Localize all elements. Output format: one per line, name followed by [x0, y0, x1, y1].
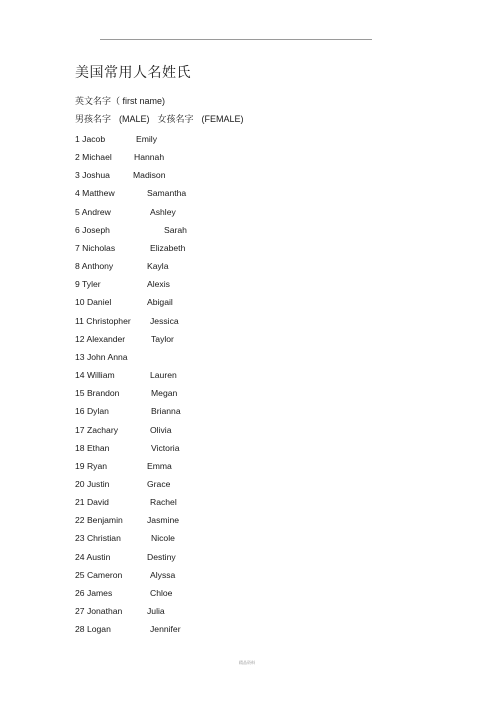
- male-name: 13 John Anna: [75, 351, 128, 362]
- list-item: [75, 224, 275, 242]
- female-name: Madison: [133, 170, 166, 181]
- female-label-en: (FEMALE): [201, 114, 244, 124]
- female-name: Jennifer: [150, 624, 181, 635]
- female-name: Victoria: [151, 442, 180, 453]
- list-item: [75, 133, 275, 151]
- male-name: 6 Joseph: [75, 224, 110, 235]
- female-name: Lauren: [150, 370, 177, 381]
- male-name: 7 Nicholas: [75, 242, 116, 253]
- female-name: Rachel: [150, 497, 177, 508]
- female-name: Sarah: [164, 224, 187, 235]
- male-name: 25 Cameron: [75, 569, 123, 580]
- female-name: Alyssa: [150, 569, 176, 580]
- footer-note: 精品资料: [239, 660, 255, 665]
- female-name: Jessica: [150, 315, 179, 326]
- male-name: 22 Benjamin: [75, 515, 123, 526]
- male-name: 4 Matthew: [75, 188, 115, 199]
- page-title: 美国常用人名姓氏: [75, 65, 191, 81]
- male-name: 17 Zachary: [75, 424, 118, 435]
- list-item: [75, 623, 275, 641]
- list-item: [75, 605, 275, 623]
- female-name: Emma: [147, 460, 172, 471]
- female-name: Nicole: [151, 533, 175, 544]
- male-name: 16 Dylan: [75, 406, 109, 417]
- female-name: Emily: [136, 134, 158, 144]
- first-name-label-cn: 英文名字: [75, 97, 112, 107]
- female-name: Abigail: [147, 297, 173, 308]
- female-name: Megan: [151, 388, 178, 399]
- female-name: Olivia: [150, 424, 172, 435]
- female-label-cn: 女孩名字: [157, 115, 194, 125]
- male-name: 18 Ethan: [75, 442, 110, 453]
- first-name-heading: [75, 95, 165, 108]
- male-name: 9 Tyler: [75, 279, 101, 290]
- list-item: [75, 496, 275, 514]
- list-item: [75, 442, 275, 460]
- list-item: [75, 296, 275, 314]
- list-item: [75, 551, 275, 569]
- male-name: 27 Jonathan: [75, 606, 123, 617]
- list-item: [75, 169, 275, 187]
- female-name: Alexis: [147, 279, 170, 290]
- female-name: Elizabeth: [150, 242, 186, 253]
- male-name: 11 Christopher: [75, 315, 131, 326]
- male-name: 3 Joshua: [75, 170, 110, 181]
- male-name: 20 Justin: [75, 478, 110, 489]
- list-item: [75, 151, 275, 169]
- list-item: [75, 387, 275, 405]
- list-item: [75, 187, 275, 205]
- list-item: [75, 278, 275, 296]
- male-name: 2 Michael: [75, 152, 112, 163]
- first-name-label-en: （ first name): [111, 96, 166, 106]
- list-item: [75, 460, 275, 478]
- female-name: Kayla: [147, 261, 169, 272]
- male-name: 14 William: [75, 370, 115, 381]
- list-item: [75, 333, 275, 351]
- list-item: [75, 206, 275, 224]
- female-name: Hannah: [134, 152, 165, 163]
- male-name: 23 Christian: [75, 533, 121, 544]
- list-item: [75, 514, 275, 532]
- male-name: 8 Anthony: [75, 261, 114, 272]
- list-item: [75, 315, 275, 333]
- list-item: [75, 369, 275, 387]
- list-item: [75, 587, 275, 605]
- list-item: [75, 478, 275, 496]
- male-name: 26 James: [75, 587, 113, 598]
- header-rule: [100, 39, 372, 40]
- list-item: [75, 569, 275, 587]
- male-label-cn: 男孩名字: [75, 115, 112, 125]
- female-name: Grace: [147, 478, 171, 489]
- list-item: [75, 351, 275, 369]
- female-name: Chloe: [150, 587, 173, 598]
- male-name: 15 Brandon: [75, 388, 120, 399]
- female-name: Taylor: [151, 333, 174, 344]
- list-item: [75, 242, 275, 260]
- male-name: 1 Jacob: [75, 134, 106, 144]
- list-item: [75, 405, 275, 423]
- male-name: 10 Daniel: [75, 297, 112, 308]
- list-item: [75, 532, 275, 550]
- male-name: 24 Austin: [75, 551, 111, 562]
- male-name: 5 Andrew: [75, 206, 111, 217]
- female-name: Brianna: [151, 406, 181, 417]
- gender-heading: [75, 113, 244, 126]
- name-list: [75, 133, 275, 641]
- male-name: 28 Logan: [75, 624, 111, 635]
- male-name: 19 Ryan: [75, 460, 108, 471]
- list-item: [75, 260, 275, 278]
- male-name: 21 David: [75, 497, 109, 508]
- male-label-en: (MALE): [119, 114, 150, 124]
- female-name: Samantha: [147, 188, 187, 199]
- female-name: Ashley: [150, 206, 176, 217]
- female-name: Jasmine: [147, 515, 179, 526]
- female-name: Julia: [147, 606, 165, 617]
- male-name: 12 Alexander: [75, 333, 126, 344]
- list-item: [75, 424, 275, 442]
- female-name: Destiny: [147, 551, 176, 562]
